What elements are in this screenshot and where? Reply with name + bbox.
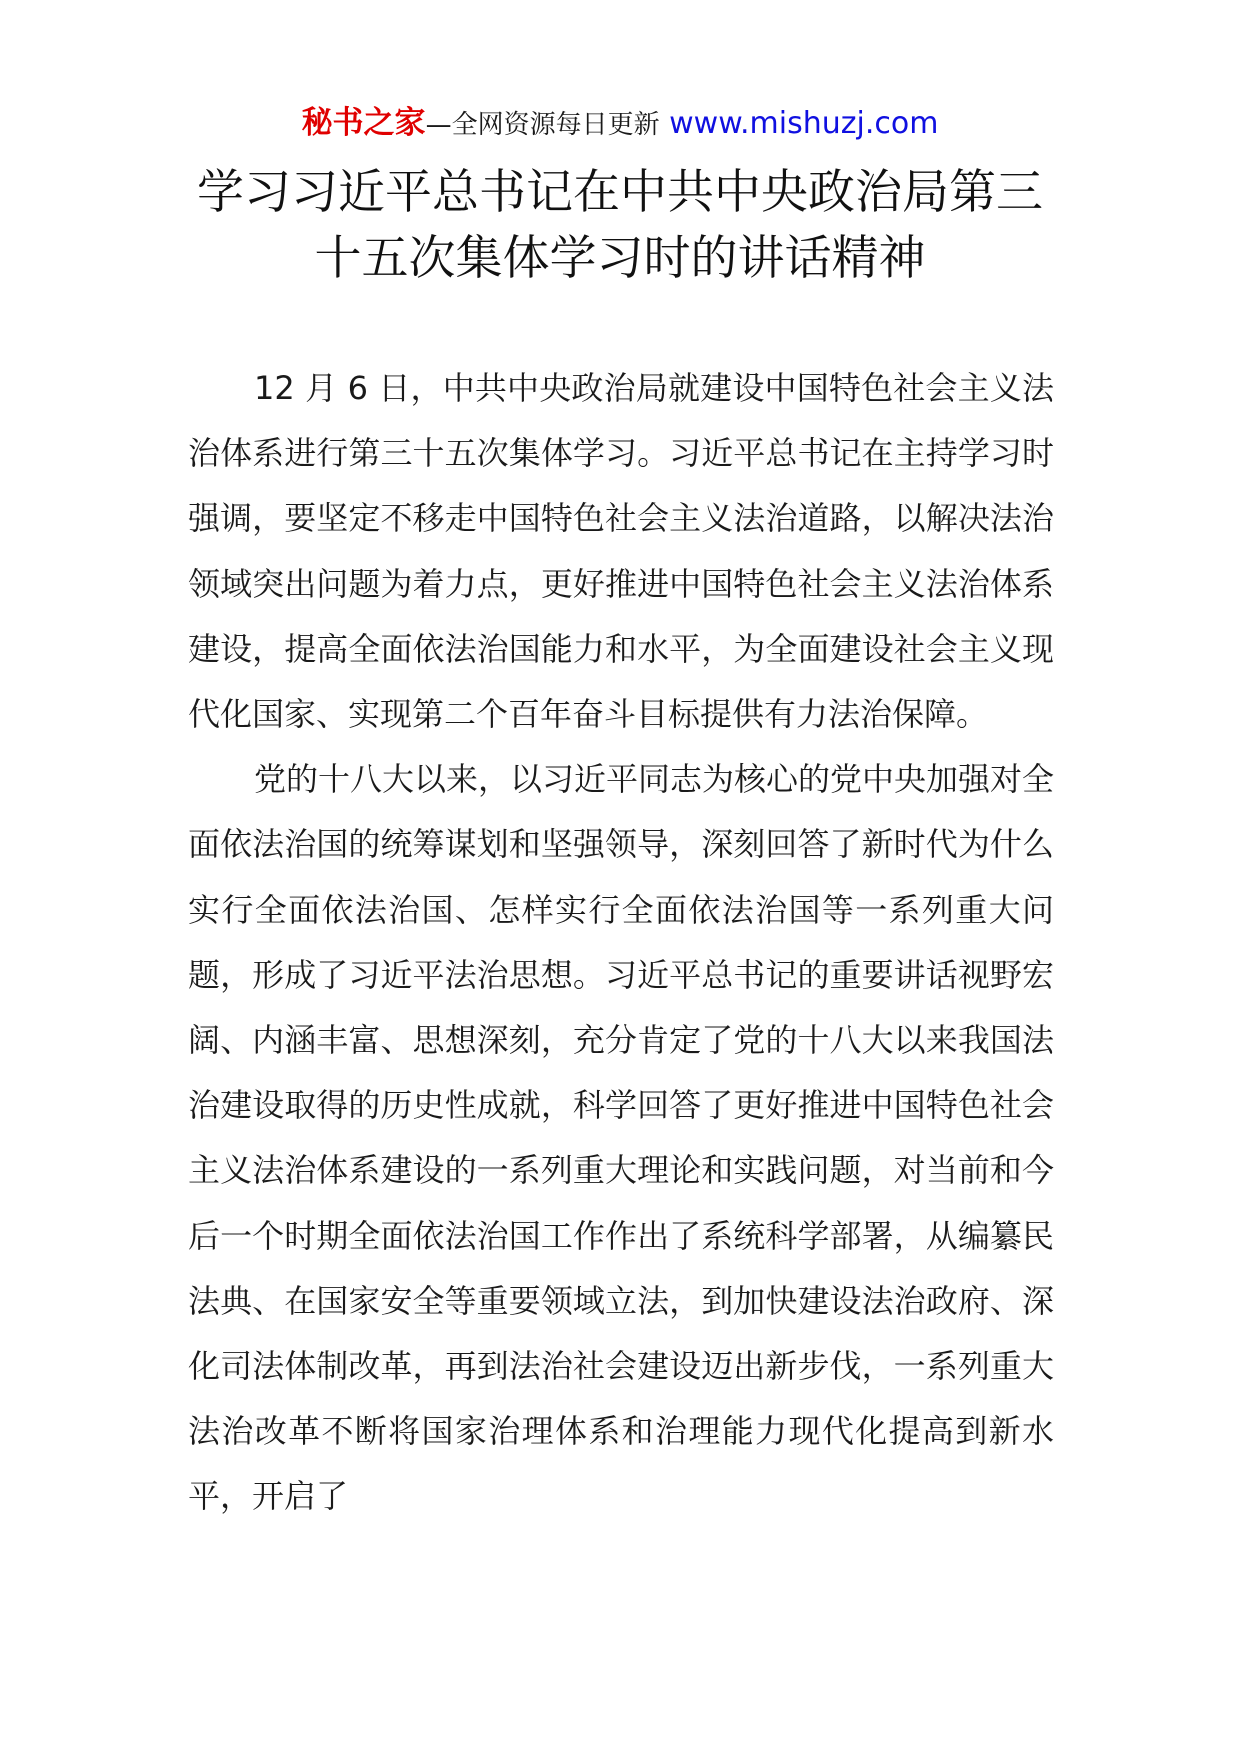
title-line-2: 十五次集体学习时的讲话精神 xyxy=(314,231,926,286)
site-url-link[interactable]: www.mishuzj.com xyxy=(669,106,939,141)
document-body xyxy=(188,356,1054,1530)
site-slogan: —全网资源每日更新 xyxy=(425,110,660,140)
title-line-1: 学习习近平总书记在中共中央政治局第三 xyxy=(197,165,1043,220)
paragraph-1: 12 月 6 日，中共中央政治局就建设中国特色社会主义法治体系进行第三十五次集体学习。习近平总书记在主持学习时强调，要坚定不移走中国特色社会主义法治道路，以解决法治领域突出问题为着力点，更好推进中国特色社会主义法治体系建设，提高全面依法治国能力和水平，为全面建设社会主义现代化国家、实现第二个百年奋斗目标提供有力法治保障。 xyxy=(188,369,1054,734)
document-title xyxy=(190,160,1050,292)
brand-name: 秘书之家 xyxy=(301,105,426,141)
site-header xyxy=(0,100,1240,148)
paragraph-2: 党的十八大以来，以习近平同志为核心的党中央加强对全面依法治国的统筹谋划和坚强领导，深刻回答了新时代为什么实行全面依法治国、怎样实行全面依法治国等一系列重大问题，形成了习近平法治思想。习近平总书记的重要讲话视野宏阔、内涵丰富、思想深刻，充分肯定了党的十八大以来我国法治建设取得的历史性成就，科学回答了更好推进中国特色社会主义法治体系建设的一系列重大理论和实践问题，对当前和今后一个时期全面依法治国工作作出了系统科学部署，从编纂民法典、在国家安全等重要领域立法，到加快建设法治政府、深化司法体制改革，再到法治社会建设迈出新步伐，一系列重大法治改革不断将国家治理体系和治理能力现代化提高到新水平，开启了 xyxy=(188,760,1055,1516)
